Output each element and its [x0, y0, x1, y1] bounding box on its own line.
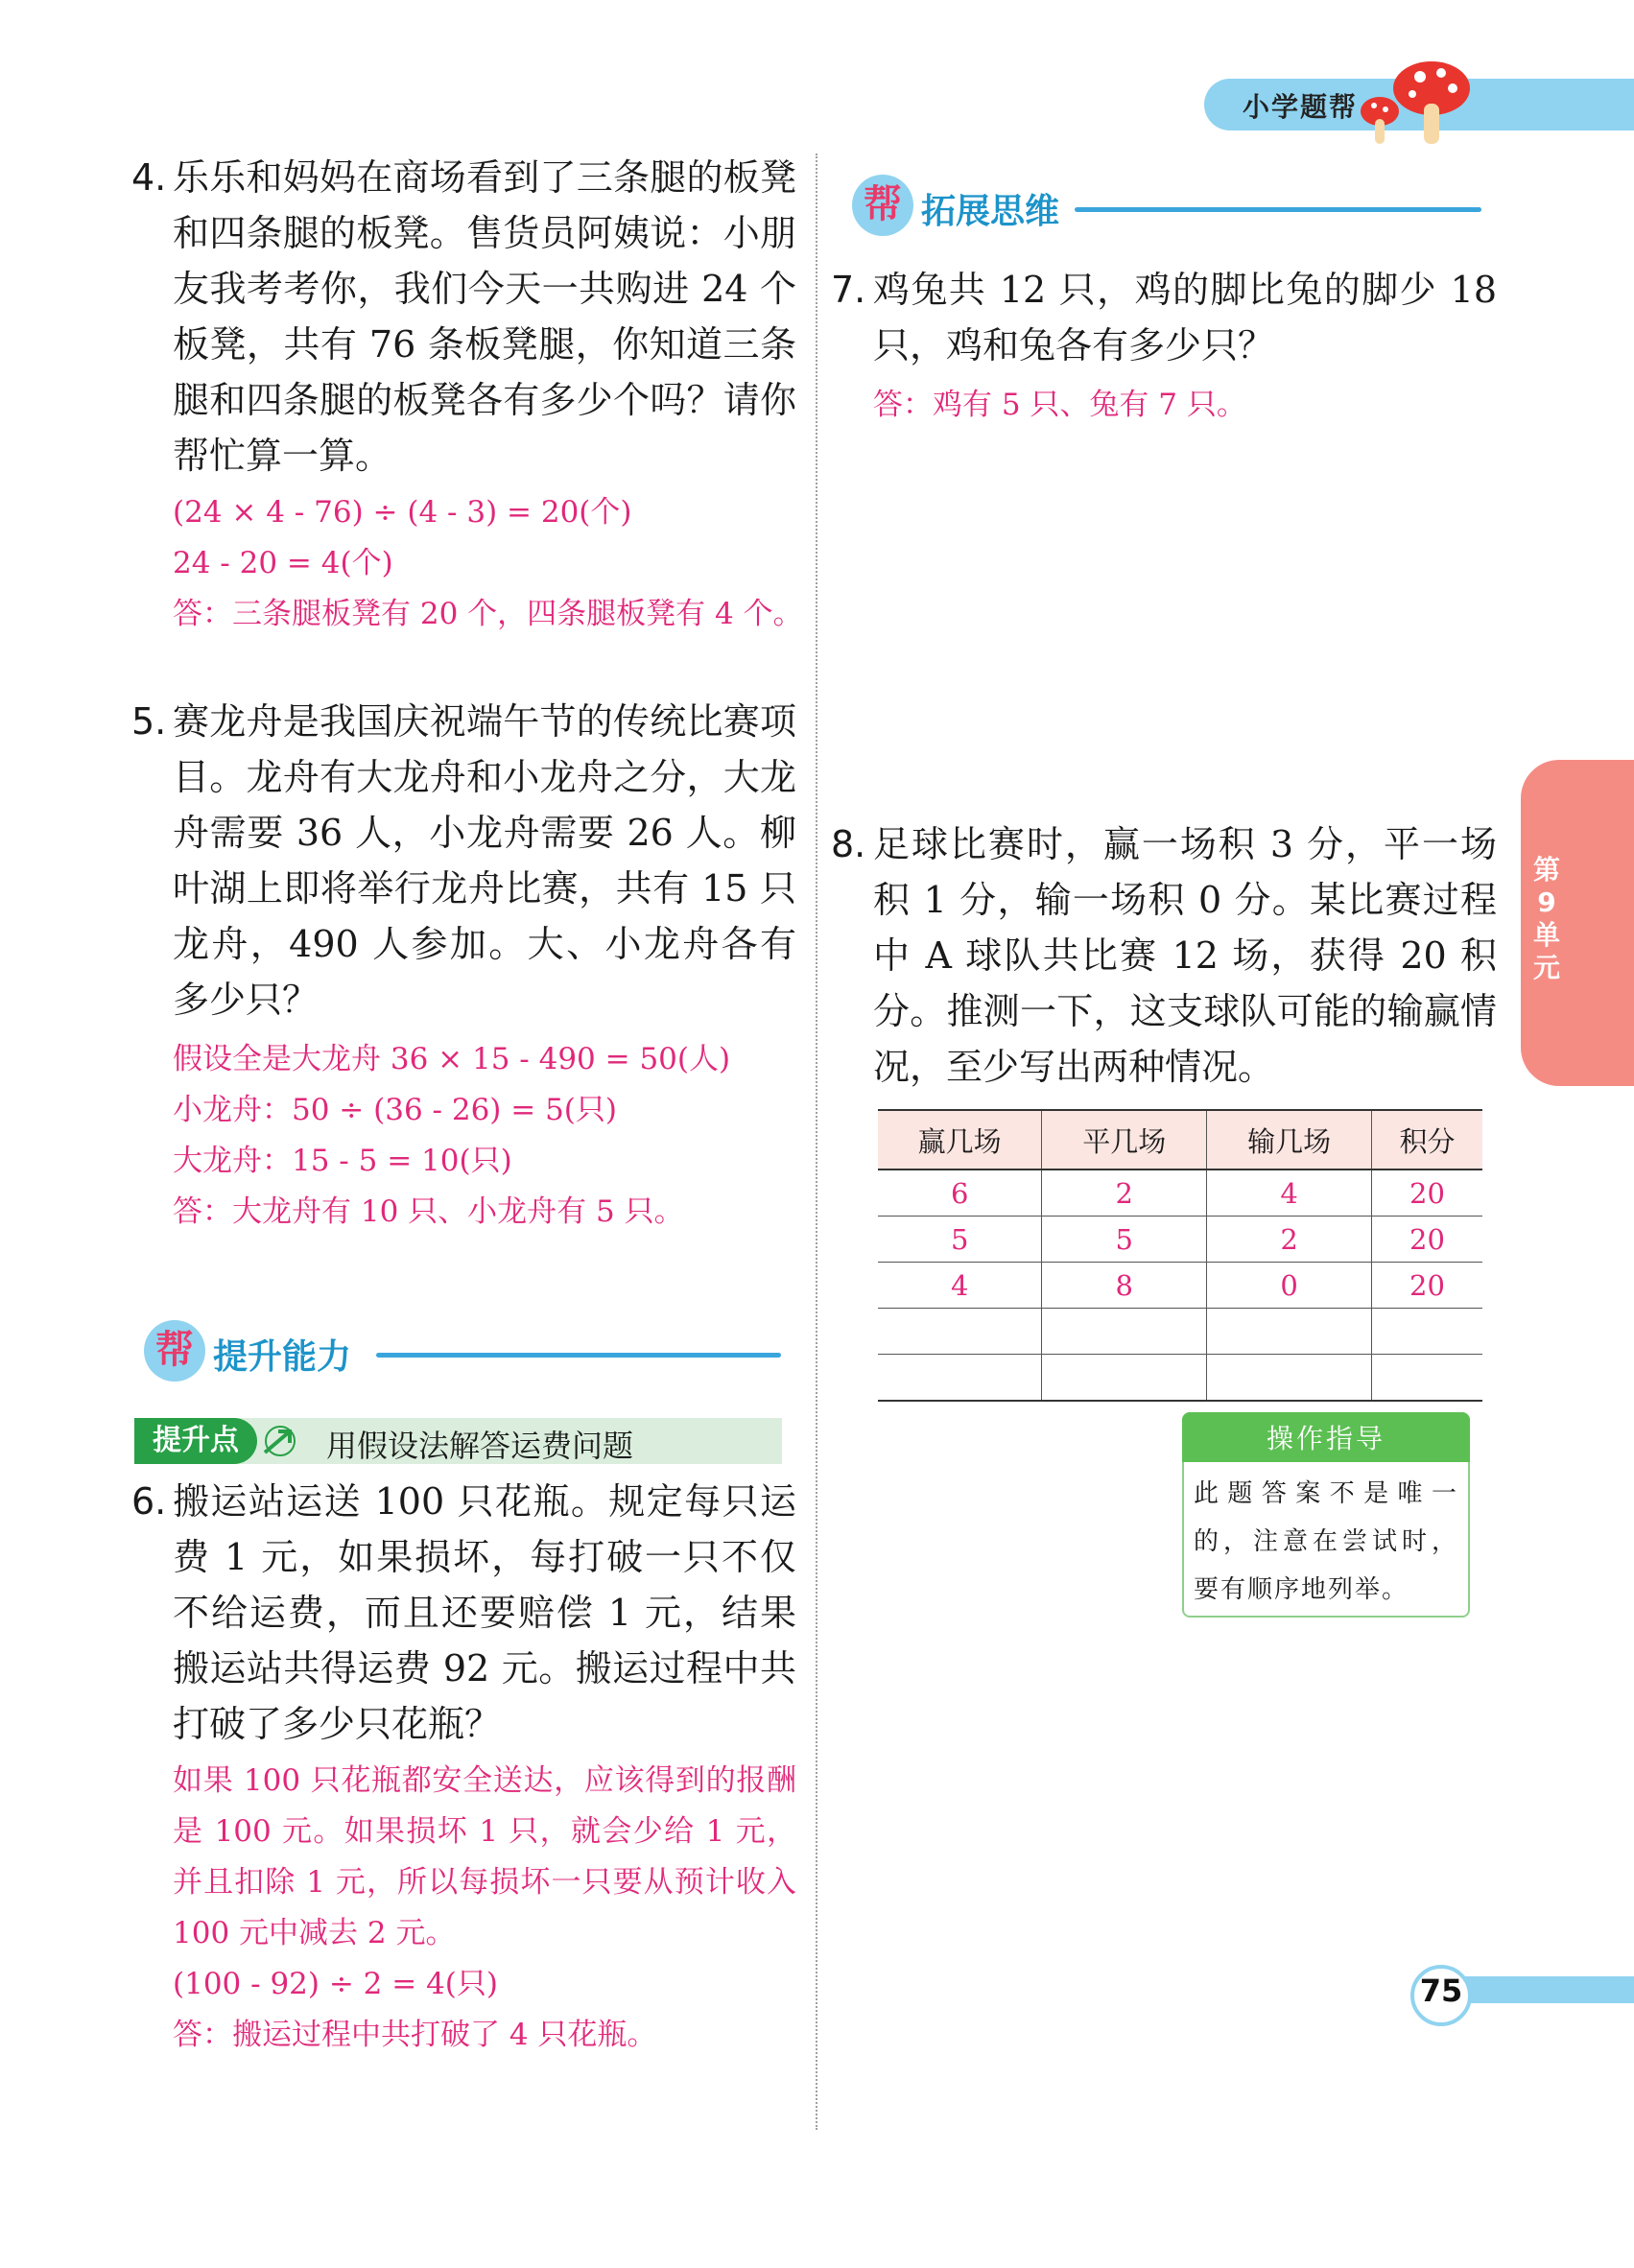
table-cell [878, 1355, 1042, 1402]
question-4-answer-2: 24 - 20 = 4(个) [173, 546, 393, 580]
column-divider [816, 154, 817, 2130]
table-row [878, 1217, 1482, 1263]
table-row [878, 1263, 1482, 1309]
table-cell: 4 [878, 1263, 1042, 1309]
question-4-answer-1: (24 × 4 - 76) ÷ (4 - 3) = 20(个) [173, 495, 632, 530]
question-6-number: 6. [131, 1480, 167, 1523]
table-cell: 20 [1371, 1217, 1482, 1263]
question-4-answer-3: 答：三条腿板凳有 20 个，四条腿板凳有 4 个。 [173, 597, 803, 631]
question-8-number: 8. [831, 823, 866, 865]
table-cell: 5 [878, 1217, 1042, 1263]
table-cell: 2 [1207, 1217, 1372, 1263]
table-cell: 6 [878, 1169, 1042, 1217]
table-cell [1042, 1355, 1207, 1402]
guide-text: 此题答案不是唯一的，注意在尝试时，要有顺序地列举。 [1194, 1479, 1458, 1604]
question-5-answer-3: 大龙舟：15 - 5 = 10(只) [173, 1144, 512, 1178]
table-header: 赢几场 [878, 1110, 1042, 1169]
page-number-bar [1444, 1976, 1634, 2003]
table-header: 输几场 [1207, 1110, 1372, 1169]
question-6-explanation: 如果 100 只花瓶都安全送达，应该得到的报酬是 100 元。如果损坏 1 只，就会少给 1 元，并且扣除 1 元，所以每损坏一只要从预计收入 100 元中减去 2 元。 [173, 1763, 796, 1950]
question-8-text: 足球比赛时，赢一场积 3 分，平一场积 1 分，输一场积 0 分。某比赛过程中 A 球队共比赛 12 场，获得 20 积分。推测一下，这支球队可能的输赢情况，至少写出两种情况。 [873, 823, 1497, 1088]
table-row [878, 1309, 1482, 1355]
guide-title: 操作指导 [1266, 1423, 1385, 1454]
question-6-answer-2: 答：搬运过程中共打破了 4 只花瓶。 [173, 2018, 657, 2052]
question-7-number: 7. [831, 269, 866, 311]
table-header: 积分 [1371, 1110, 1482, 1169]
table-cell [1371, 1355, 1482, 1402]
table-cell: 20 [1371, 1263, 1482, 1309]
page-number: 75 [1419, 1973, 1463, 2009]
arrow-icon [261, 1424, 299, 1458]
table-row [878, 1355, 1482, 1402]
table-cell [1042, 1309, 1207, 1355]
section-title-ability: 提升能力 [213, 1337, 352, 1377]
table-cell: 4 [1207, 1169, 1372, 1217]
section-badge-expand: 帮 [852, 175, 913, 236]
results-table [878, 1109, 1482, 1402]
tip-tag: 提升点 [134, 1418, 257, 1464]
section-badge-ability: 帮 [144, 1320, 205, 1382]
section-title-expand: 拓展思维 [921, 192, 1060, 231]
mushroom-icon [1353, 56, 1478, 152]
question-5-text: 赛龙舟是我国庆祝端午节的传统比赛项目。龙舟有大龙舟和小龙舟之分，大龙舟需要 36 人，小龙舟需要 26 人。柳叶湖上即将举行龙舟比赛，共有 15 只龙舟，490 人参加。大、小龙舟各有多少只？ [173, 700, 796, 1021]
table-cell [878, 1309, 1042, 1355]
table-cell: 20 [1371, 1169, 1482, 1217]
question-5-answer-2: 小龙舟：50 ÷ (36 - 26) = 5(只) [173, 1093, 617, 1127]
table-cell: 5 [1042, 1217, 1207, 1263]
table-cell [1371, 1309, 1482, 1355]
question-5-answer-4: 答：大龙舟有 10 只、小龙舟有 5 只。 [173, 1194, 684, 1229]
section-line-expand [1075, 207, 1481, 212]
table-cell: 0 [1207, 1263, 1372, 1309]
table-cell: 2 [1042, 1169, 1207, 1217]
question-5-answer-1: 假设全是大龙舟 36 × 15 - 490 = 50(人) [173, 1042, 731, 1076]
section-line-ability [376, 1353, 781, 1358]
table-cell: 8 [1042, 1263, 1207, 1309]
question-6-text: 搬运站运送 100 只花瓶。规定每只运费 1 元，如果损坏，每打破一只不仅不给运费，而且还要赔偿 1 元，结果搬运站共得运费 92 元。搬运过程中共打破了多少只花瓶？ [173, 1480, 796, 1745]
question-5-number: 5. [131, 700, 167, 743]
table-cell [1207, 1309, 1372, 1355]
table-cell [1207, 1355, 1372, 1402]
question-7-text: 鸡兔共 12 只，鸡的脚比兔的脚少 18 只，鸡和兔各有多少只？ [873, 269, 1497, 366]
question-4-text: 乐乐和妈妈在商场看到了三条腿的板凳和四条腿的板凳。售货员阿姨说：小朋友我考考你，我们今天一共购进 24 个板凳，共有 76 条板凳腿，你知道三条腿和四条腿的板凳各有多少个吗？请你帮忙算一算。 [173, 156, 796, 477]
table-header: 平几场 [1042, 1110, 1207, 1169]
table-header-row [878, 1110, 1482, 1169]
question-7-answer: 答：鸡有 5 只、兔有 7 只。 [873, 388, 1246, 422]
question-4-number: 4. [131, 156, 167, 199]
tip-text: 用假设法解答运费问题 [326, 1428, 634, 1464]
question-6-answer-1: (100 - 92) ÷ 2 = 4(只) [173, 1967, 498, 2001]
unit-label: 第9单元 [1532, 854, 1560, 983]
header-label: 小学题帮 [1243, 91, 1359, 123]
guide-wave [1182, 1454, 1470, 1468]
table-row [878, 1169, 1482, 1217]
